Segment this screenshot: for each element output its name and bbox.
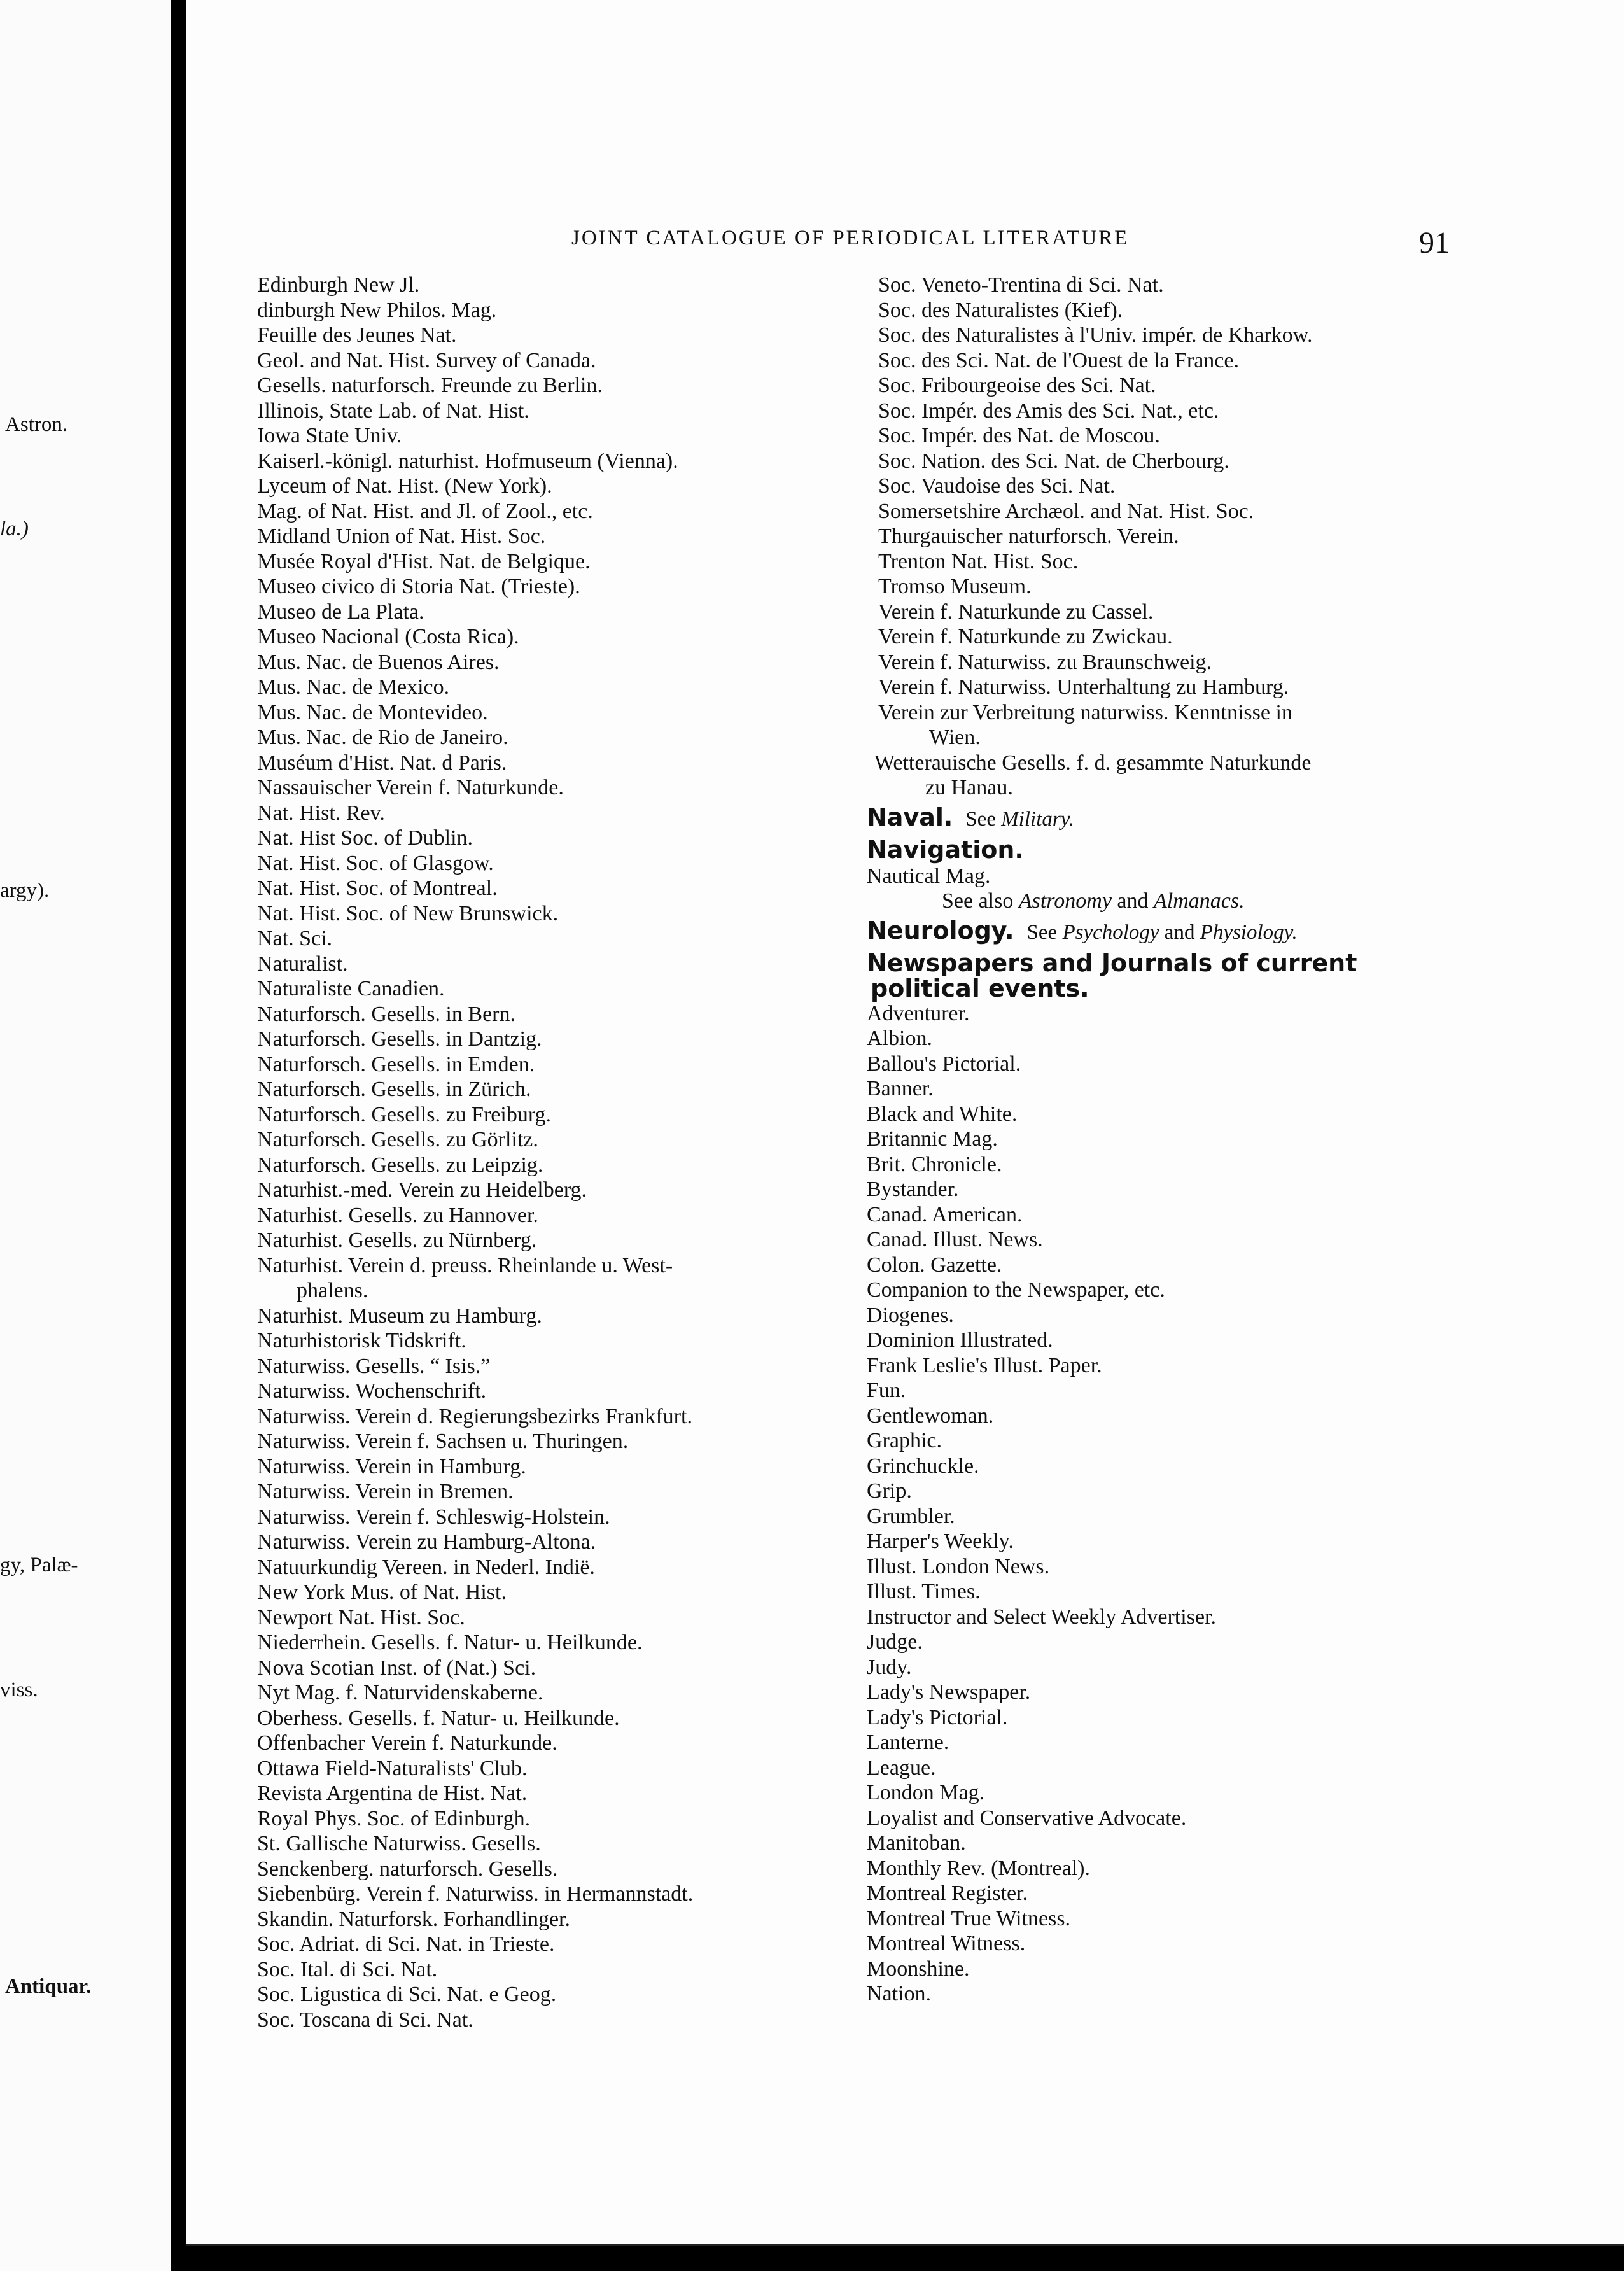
list-item-line: Verein zur Verbreitung naturwiss. Kenntnisse in	[878, 700, 1292, 724]
list-item: Nat. Sci.	[257, 927, 333, 950]
list-item: Naturforsch. Gesells. in Zürich.	[257, 1078, 531, 1101]
list-item: Naturhistorisk Tidskrift.	[257, 1329, 466, 1353]
list-item: Soc. Adriat. di Sci. Nat. in Trieste.	[257, 1932, 555, 1956]
list-item: Nova Scotian Inst. of (Nat.) Sci.	[257, 1656, 536, 1680]
heading-line: political events.	[871, 974, 1089, 1002]
list-item: New York Mus. of Nat. Hist.	[257, 1580, 507, 1604]
list-item: dinburgh New Philos. Mag.	[257, 298, 497, 322]
list-item: Soc. Nation. des Sci. Nat. de Cherbourg.	[878, 449, 1229, 473]
list-item: Oberhess. Gesells. f. Natur- u. Heilkunde.	[257, 1706, 620, 1730]
list-item: Illinois, State Lab. of Nat. Hist.	[257, 398, 529, 423]
list-item: Museo de La Plata.	[257, 600, 424, 624]
section-heading-neurology	[867, 917, 1624, 946]
conjunction: and	[1117, 889, 1149, 913]
list-item: Nat. Hist. Soc. of New Brunswick.	[257, 901, 559, 925]
list-item: Naturwiss. Verein zu Hamburg-Altona.	[257, 1530, 596, 1554]
list-item: Royal Phys. Soc. of Edinburgh.	[257, 1806, 531, 1831]
list-item: Nation.	[867, 1982, 932, 2006]
list-item: Nassauischer Verein f. Naturkunde.	[257, 776, 564, 799]
list-item: Soc. Veneto-Trentina di Sci. Nat.	[878, 273, 1164, 297]
list-item: Ballou's Pictorial.	[867, 1051, 1021, 1076]
list-item: Geol. and Nat. Hist. Survey of Canada.	[257, 348, 596, 372]
list-item: Edinburgh New Jl.	[257, 273, 420, 297]
list-item: Kaiserl.-königl. naturhist. Hofmuseum (Vienna).	[257, 449, 678, 473]
list-item: Naturwiss. Verein f. Schleswig-Holstein.	[257, 1505, 610, 1529]
left-fragment: gy, Palæ-	[0, 1554, 78, 1577]
list-item: Lady's Newspaper.	[867, 1680, 1031, 1704]
list-item: Verein f. Naturkunde zu Zwickau.	[878, 625, 1173, 649]
list-item: Instructor and Select Weekly Advertiser.	[867, 1605, 1216, 1629]
see-also-reference	[867, 889, 1624, 914]
list-item: Verein f. Naturwiss. zu Braunschweig.	[878, 650, 1212, 674]
list-item: Canad. Illust. News.	[867, 1228, 1043, 1251]
list-item: Grinchuckle.	[867, 1454, 979, 1478]
running-head: JOINT CATALOGUE OF PERIODICAL LITERATURE	[571, 227, 1130, 250]
list-item: Grumbler.	[867, 1504, 955, 1528]
list-item: Naturwiss. Verein in Hamburg.	[257, 1454, 526, 1479]
list-item: London Mag.	[867, 1781, 985, 1804]
list-item: Illust. London News.	[867, 1554, 1050, 1578]
list-item: Siebenbürg. Verein f. Naturwiss. in Hermannstadt.	[257, 1882, 694, 1906]
list-item: Bystander.	[867, 1178, 959, 1201]
list-item: Gentlewoman.	[867, 1403, 994, 1428]
list-item: Judge.	[867, 1630, 923, 1654]
list-item: Harper's Weekly.	[867, 1529, 1014, 1553]
list-item: Soc. Vaudoise des Sci. Nat.	[878, 474, 1116, 498]
list-item: Iowa State Univ.	[257, 424, 402, 447]
list-item: Manitoban.	[867, 1831, 966, 1855]
list-item: Naturalist.	[257, 952, 348, 976]
cross-reference	[965, 808, 1074, 831]
list-item: Adventurer.	[867, 1001, 970, 1025]
list-item: Mus. Nac. de Rio de Janeiro.	[257, 726, 508, 749]
list-item: Soc. Fribourgeoise des Sci. Nat.	[878, 374, 1156, 397]
left-fragment: Astron.	[5, 413, 68, 436]
list-item: Nat. Hist. Soc. of Glasgow.	[257, 851, 494, 875]
list-item: Montreal Register.	[867, 1881, 1028, 1905]
list-item: Monthly Rev. (Montreal).	[867, 1856, 1090, 1880]
list-item: Britannic Mag.	[867, 1127, 998, 1151]
list-item: Verein f. Naturwiss. Unterhaltung zu Hamburg.	[878, 675, 1289, 699]
list-item: Museo civico di Storia Nat. (Trieste).	[257, 575, 580, 598]
list-item: Thurgauischer naturforsch. Verein.	[878, 524, 1179, 548]
section-heading-newspapers	[867, 950, 1624, 1001]
list-item: Naturwiss. Gesells. “ Isis.”	[257, 1354, 491, 1378]
left-fragment: viss.	[0, 1678, 38, 1701]
previous-page-edge	[0, 0, 171, 2271]
list-item: Trenton Nat. Hist. Soc.	[878, 549, 1079, 573]
list-item: League.	[867, 1755, 936, 1780]
list-item: Montreal Witness.	[867, 1932, 1026, 1955]
cross-reference-target: Military.	[1001, 807, 1074, 831]
list-item: Naturforsch. Gesells. zu Freiburg.	[257, 1102, 552, 1127]
list-item: Loyalist and Conservative Advocate.	[867, 1806, 1187, 1830]
list-item: Feuille des Jeunes Nat.	[257, 323, 457, 347]
list-item: Soc. Ital. di Sci. Nat.	[257, 1957, 438, 1981]
list-item: Companion to the Newspaper, etc.	[867, 1278, 1165, 1302]
cross-reference-target: Psychology	[1062, 920, 1159, 944]
list-item: Midland Union of Nat. Hist. Soc.	[257, 524, 546, 548]
cross-reference-target: Astronomy	[1018, 889, 1112, 913]
heading-line: Newspapers and Journals of current	[867, 948, 1357, 977]
list-item: Naturforsch. Gesells. in Bern.	[257, 1002, 516, 1026]
list-item: Albion.	[867, 1027, 932, 1050]
list-item: Grip.	[867, 1479, 912, 1503]
list-item: Mus. Nac. de Buenos Aires.	[257, 650, 500, 674]
see-also-label: See also	[942, 889, 1014, 913]
list-item	[867, 750, 1624, 801]
list-item: Naturhist. Verein d. preuss. Rheinlande u. West-	[257, 1253, 673, 1277]
cross-reference-target: Almanacs.	[1154, 889, 1245, 913]
left-fragment: Antiquar.	[5, 1975, 92, 1998]
list-item: Tromso Museum.	[878, 575, 1032, 598]
heading-label: Naval.	[867, 803, 953, 831]
list-item: Naturaliste Canadien.	[257, 977, 445, 1001]
list-item: Naturforsch. Gesells. zu Leipzig.	[257, 1153, 543, 1177]
list-item: Musée Royal d'Hist. Nat. de Belgique.	[257, 549, 591, 573]
section-heading-navigation: Navigation.	[867, 835, 1024, 864]
right-column	[867, 272, 1624, 2007]
list-item: Dominion Illustrated.	[867, 1328, 1053, 1352]
list-item: Naturwiss. Verein in Bremen.	[257, 1480, 514, 1503]
catalogue-page	[186, 0, 1624, 2246]
list-item: Lyceum of Nat. Hist. (New York).	[257, 474, 552, 498]
cross-reference	[1027, 921, 1298, 944]
section-heading-naval	[867, 803, 1624, 833]
list-item: Nyt Mag. f. Naturvidenskaberne.	[257, 1681, 543, 1705]
list-item: Nautical Mag.	[867, 864, 991, 888]
list-item-continuation: zu Hanau.	[925, 776, 1013, 799]
list-item: Mag. of Nat. Hist. and Jl. of Zool., etc.	[257, 499, 593, 523]
list-item: Naturhist.-med. Verein zu Heidelberg.	[257, 1178, 587, 1202]
left-fragment: argy).	[0, 879, 50, 902]
conjunction: and	[1164, 920, 1195, 944]
list-item: Naturwiss. Verein d. Regierungsbezirks Frankfurt.	[257, 1404, 692, 1428]
left-column	[257, 272, 830, 2032]
list-item: Naturhist. Gesells. zu Hannover.	[257, 1203, 538, 1227]
list-item-continuation: Wien.	[929, 726, 981, 749]
list-item: Verein f. Naturkunde zu Cassel.	[878, 600, 1154, 624]
list-item: Naturwiss. Verein f. Sachsen u. Thuringen.	[257, 1430, 629, 1453]
list-item-line: Wetterauische Gesells. f. d. gesammte Naturkunde	[874, 750, 1312, 775]
list-item: Lanterne.	[867, 1731, 949, 1754]
list-item: Illust. Times.	[867, 1580, 981, 1603]
list-item: Niederrhein. Gesells. f. Natur- u. Heilkunde.	[257, 1631, 643, 1654]
list-item: St. Gallische Naturwiss. Gesells.	[257, 1832, 541, 1855]
see-label: See	[965, 807, 996, 831]
list-item: Mus. Nac. de Montevideo.	[257, 700, 488, 724]
list-item: Colon. Gazette.	[867, 1253, 1002, 1277]
list-item: Skandin. Naturforsk. Forhandlinger.	[257, 1907, 570, 1931]
list-item: Soc. des Sci. Nat. de l'Ouest de la France.	[878, 348, 1239, 372]
list-item: Nat. Hist. Soc. of Montreal.	[257, 876, 498, 900]
list-item: Ottawa Field-Naturalists' Club.	[257, 1756, 528, 1780]
page-number: 91	[1419, 226, 1450, 260]
list-item: Black and White.	[867, 1102, 1018, 1126]
list-item	[867, 700, 1624, 750]
list-item: Naturhist. Museum zu Hamburg.	[257, 1304, 542, 1328]
list-item: Gesells. naturforsch. Freunde zu Berlin.	[257, 374, 603, 397]
list-item: Soc. Impér. des Amis des Sci. Nat., etc.	[878, 398, 1219, 423]
list-item: Muséum d'Hist. Nat. d Paris.	[257, 750, 507, 775]
list-item: Banner.	[867, 1077, 934, 1100]
list-item: Diogenes.	[867, 1303, 954, 1327]
list-item: Offenbacher Verein f. Naturkunde.	[257, 1731, 557, 1755]
list-item: Mus. Nac. de Mexico.	[257, 675, 450, 699]
list-item: Naturforsch. Gesells. in Emden.	[257, 1052, 535, 1076]
list-item: Somersetshire Archæol. and Nat. Hist. Soc.	[878, 499, 1254, 523]
list-item: Lady's Pictorial.	[867, 1705, 1008, 1729]
list-item: Senckenberg. naturforsch. Gesells.	[257, 1857, 558, 1881]
cross-reference-target: Physiology.	[1200, 920, 1298, 944]
list-item: Canad. American.	[867, 1202, 1023, 1227]
list-item: Frank Leslie's Illust. Paper.	[867, 1353, 1102, 1377]
list-item: Moonshine.	[867, 1957, 970, 1981]
list-item: Brit. Chronicle.	[867, 1152, 1002, 1176]
list-item: Revista Argentina de Hist. Nat.	[257, 1782, 528, 1805]
heading-label: Neurology.	[867, 916, 1014, 945]
list-item: Natuurkundig Vereen. in Nederl. Indië.	[257, 1555, 595, 1579]
list-item: Newport Nat. Hist. Soc.	[257, 1605, 465, 1629]
list-item: Naturwiss. Wochenschrift.	[257, 1379, 487, 1403]
list-item: Soc. des Naturalistes (Kief).	[878, 298, 1123, 322]
see-label: See	[1026, 920, 1058, 944]
list-item: Soc. des Naturalistes à l'Univ. impér. de Kharkow.	[878, 323, 1313, 347]
list-item: Judy.	[867, 1655, 912, 1679]
list-item-continuation: phalens.	[297, 1279, 368, 1302]
list-item: Graphic.	[867, 1429, 942, 1452]
list-item: Naturforsch. Gesells. in Dantzig.	[257, 1027, 542, 1051]
list-item: Montreal True Witness.	[867, 1906, 1071, 1930]
list-item: Naturforsch. Gesells. zu Görlitz.	[257, 1128, 538, 1151]
list-item: Museo Nacional (Costa Rica).	[257, 625, 519, 649]
left-fragment: la.)	[0, 517, 29, 540]
list-item: Fun.	[867, 1379, 906, 1402]
list-item: Nat. Hist. Rev.	[257, 801, 385, 825]
list-item: Soc. Impér. des Nat. de Moscou.	[878, 424, 1160, 447]
list-item: Naturhist. Gesells. zu Nürnberg.	[257, 1228, 537, 1252]
list-item: Soc. Toscana di Sci. Nat.	[257, 2007, 473, 2032]
list-item: Soc. Ligustica di Sci. Nat. e Geog.	[257, 1983, 557, 2006]
list-item: Nat. Hist Soc. of Dublin.	[257, 826, 473, 850]
